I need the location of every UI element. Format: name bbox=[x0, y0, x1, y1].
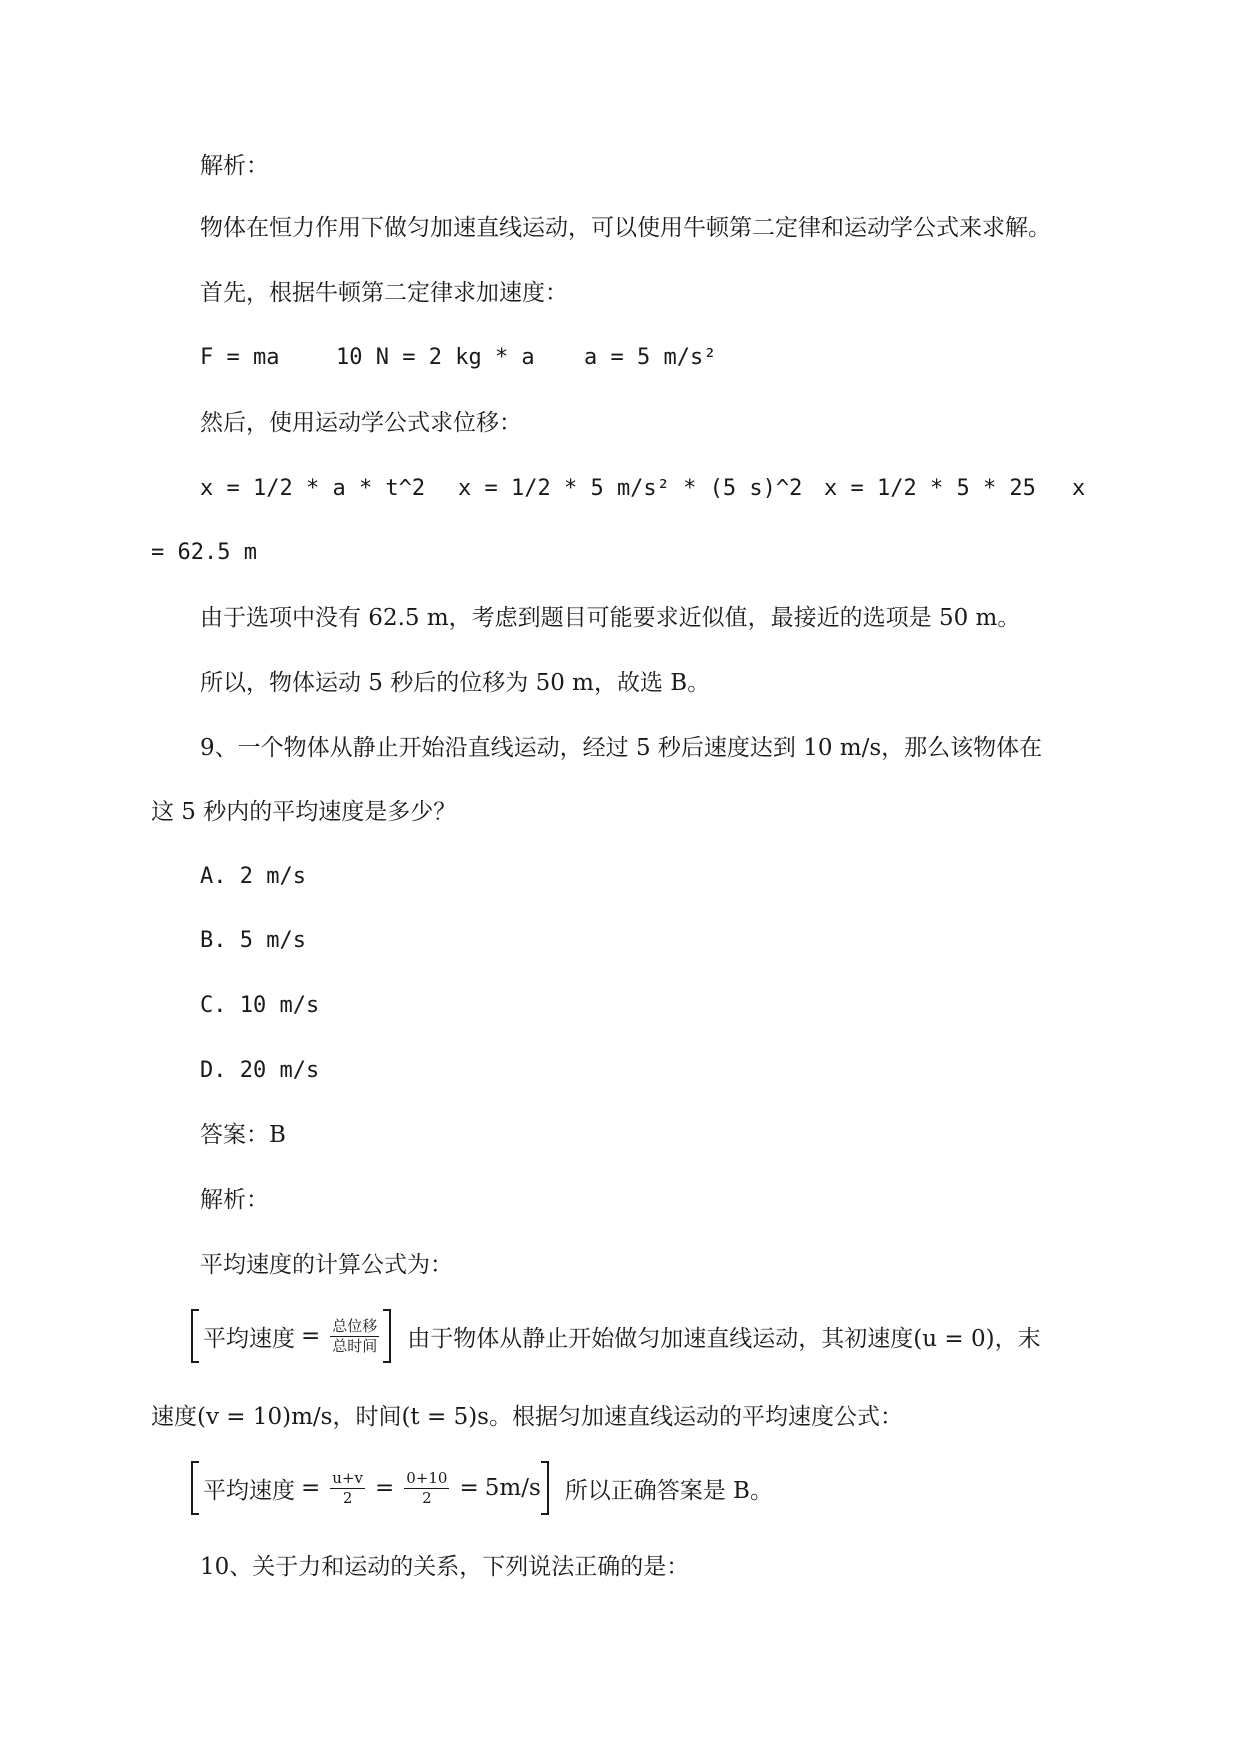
equals-sign: = bbox=[374, 1475, 395, 1501]
equation: 10 N = 2 kg * a bbox=[336, 345, 535, 370]
paragraph: 由于物体从静止开始做匀加速直线运动，其初速度(u = 0)，末 bbox=[407, 1325, 1041, 1352]
paragraph: 平均速度的计算公式为： bbox=[200, 1252, 453, 1278]
equation: x bbox=[1072, 476, 1086, 501]
fraction-numerator: u+v bbox=[332, 1468, 363, 1487]
formula-lhs: 平均速度 bbox=[203, 1477, 295, 1504]
right-bracket bbox=[541, 1461, 549, 1515]
paragraph: 然后，使用运动学公式求位移： bbox=[200, 410, 522, 436]
analysis-heading: 解析： bbox=[200, 153, 269, 179]
equals-sign: = bbox=[301, 1323, 321, 1349]
fraction bbox=[330, 1317, 379, 1356]
fraction-denominator: 2 bbox=[342, 1488, 353, 1507]
fraction-numerator: 总位移 bbox=[332, 1316, 378, 1335]
option-b: B. 5 m/s bbox=[200, 928, 306, 953]
answer-line: 答案：B bbox=[200, 1122, 286, 1148]
analysis-heading: 解析： bbox=[200, 1187, 269, 1213]
fraction bbox=[404, 1469, 449, 1508]
equals-sign: = bbox=[459, 1475, 479, 1501]
equation: x = 1/2 * 5 * 25 bbox=[824, 476, 1036, 501]
formula-result: 5m/s bbox=[484, 1475, 541, 1501]
left-bracket bbox=[191, 1461, 199, 1515]
equation: F = ma bbox=[200, 345, 280, 370]
equation: x = 1/2 * a * t^2 bbox=[200, 476, 426, 501]
paragraph: 物体在恒力作用下做匀加速直线运动，可以使用牛顿第二定律和运动学公式来求解。 bbox=[200, 215, 1051, 241]
fraction-denominator: 2 bbox=[422, 1488, 432, 1507]
paragraph: 速度(v = 10)m/s，时间(t = 5)s。根据匀加速直线运动的平均速度公式： bbox=[151, 1404, 903, 1430]
equation: a = 5 m/s² bbox=[584, 345, 717, 370]
fraction-denominator: 总时间 bbox=[332, 1336, 378, 1355]
question-9-text: 9、一个物体从静止开始沿直线运动，经过 5 秒后速度达到 10 m/s，那么该物体在 bbox=[200, 735, 1043, 761]
paragraph: 所以正确答案是 B。 bbox=[564, 1477, 773, 1504]
paragraph: 首先，根据牛顿第二定律求加速度： bbox=[200, 280, 568, 306]
fraction-numerator: 0+10 bbox=[406, 1468, 448, 1487]
left-bracket bbox=[191, 1309, 199, 1363]
paragraph: 由于选项中没有 62.5 m，考虑到题目可能要求近似值，最接近的选项是 50 m。 bbox=[200, 605, 1021, 631]
formula-lhs: 平均速度 bbox=[203, 1325, 295, 1352]
fraction bbox=[330, 1469, 365, 1508]
question-9-text: 这 5 秒内的平均速度是多少？ bbox=[151, 799, 457, 825]
equation: x = 1/2 * 5 m/s² * (5 s)^2 bbox=[458, 476, 803, 501]
paragraph: 所以，物体运动 5 秒后的位移为 50 m，故选 B。 bbox=[200, 670, 711, 696]
average-speed-formula bbox=[191, 1309, 1041, 1363]
option-d: D. 20 m/s bbox=[200, 1058, 320, 1083]
equation: = 62.5 m bbox=[151, 540, 257, 565]
option-c: C. 10 m/s bbox=[200, 993, 320, 1018]
right-bracket bbox=[383, 1309, 391, 1363]
average-speed-calculation bbox=[191, 1461, 773, 1515]
question-10-text: 10、关于力和运动的关系，下列说法正确的是： bbox=[200, 1554, 690, 1580]
equals-sign: = bbox=[301, 1475, 321, 1501]
option-a: A. 2 m/s bbox=[200, 864, 306, 889]
